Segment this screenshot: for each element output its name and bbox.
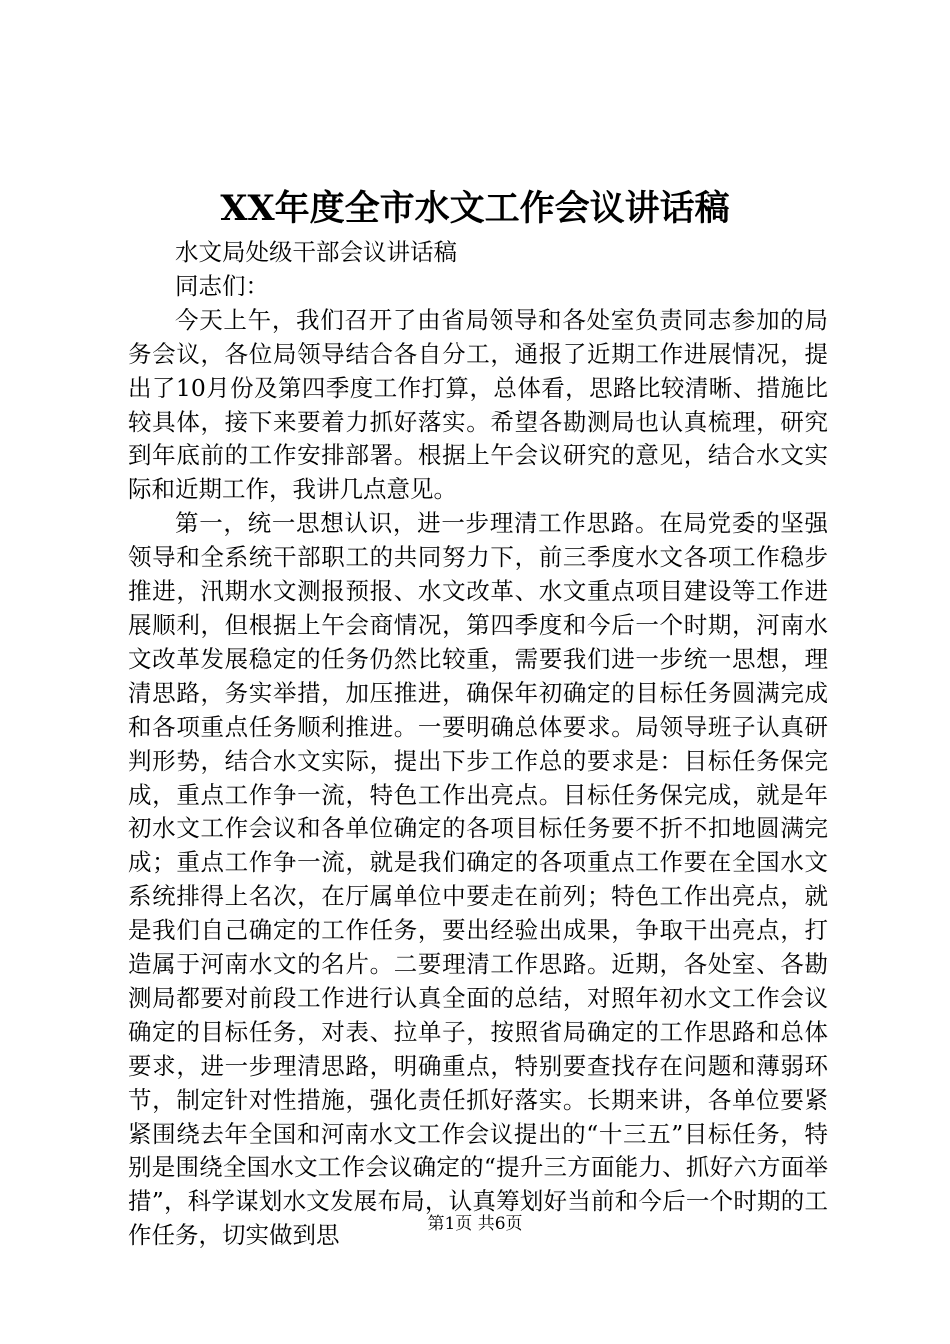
document-title: XX年度全市水文工作会议讲话稿 bbox=[220, 188, 730, 229]
page-footer: 第1页 共6页 bbox=[427, 1214, 523, 1234]
paragraph-intro: 今天上午，我们召开了由省局领导和各处室负责同志参加的局务会议，各位局领导结合各自分工，通报了近期工作进展情况，提出了10月份及第四季度工作打算，总体看，思路比较清晰、措施比较具体，接下来要着力抓好落实。希望各勘测局也认真梳理，研究到年底前的工作安排部署。根据上午会议研究的意见，结合水文实际和近期工作，我讲几点意见。 bbox=[128, 305, 828, 504]
salutation: 同志们： bbox=[175, 271, 269, 300]
paragraph-first-point: 第一，统一思想认识，进一步理清工作思路。在局党委的坚强领导和全系统干部职工的共同努力下，前三季度水文各项工作稳步推进，汛期水文测报预报、水文改革、水文重点项目建设等工作进展顺利，但根据上午会商情况，第四季度和今后一个时期，河南水文改革发展稳定的任务仍然比较重，需要我们进一步统一思想，理清思路，务实举措，加压推进，确保年初确定的目标任务圆满完成和各项重点任务顺利推进。一要明确总体要求。局领导班子认真研判形势，结合水文实际，提出下步工作总的要求是：目标任务保完成，重点工作争一流，特色工作出亮点。目标任务保完成，就是年初水文工作会议和各单位确定的各项目标任务要不折不扣地圆满完成；重点工作争一流，就是我们确定的各项重点工作要在全国水文系统排得上名次，在厅属单位中要走在前列；特色工作出亮点，就是我们自己确定的工作任务，要出经验出成果，争取干出亮点，打造属于河南水文的名片。二要理清工作思路。近期，各处室、各勘测局都要对前段工作进行认真全面的总结，对照年初水文工作会议确定的目标任务，对表、拉单子，按照省局确定的工作思路和总体要求，进一步理清思路，明确重点，特别要查找存在问题和薄弱环节，制定针对性措施，强化责任抓好落实。长期来讲，各单位要紧紧围绕去年全国和河南水文工作会议提出的“十三五”目标任务，特别是围绕全国水文工作会议确定的“提升三方面能力、抓好六方面举措”，科学谋划水文发展布局，认真筹划好当前和今后一个时期的工作任务，切实做到思 bbox=[128, 509, 828, 1250]
document-body bbox=[128, 236, 828, 1253]
subtitle-line: 水文局处级干部会议讲话稿 bbox=[175, 238, 457, 266]
